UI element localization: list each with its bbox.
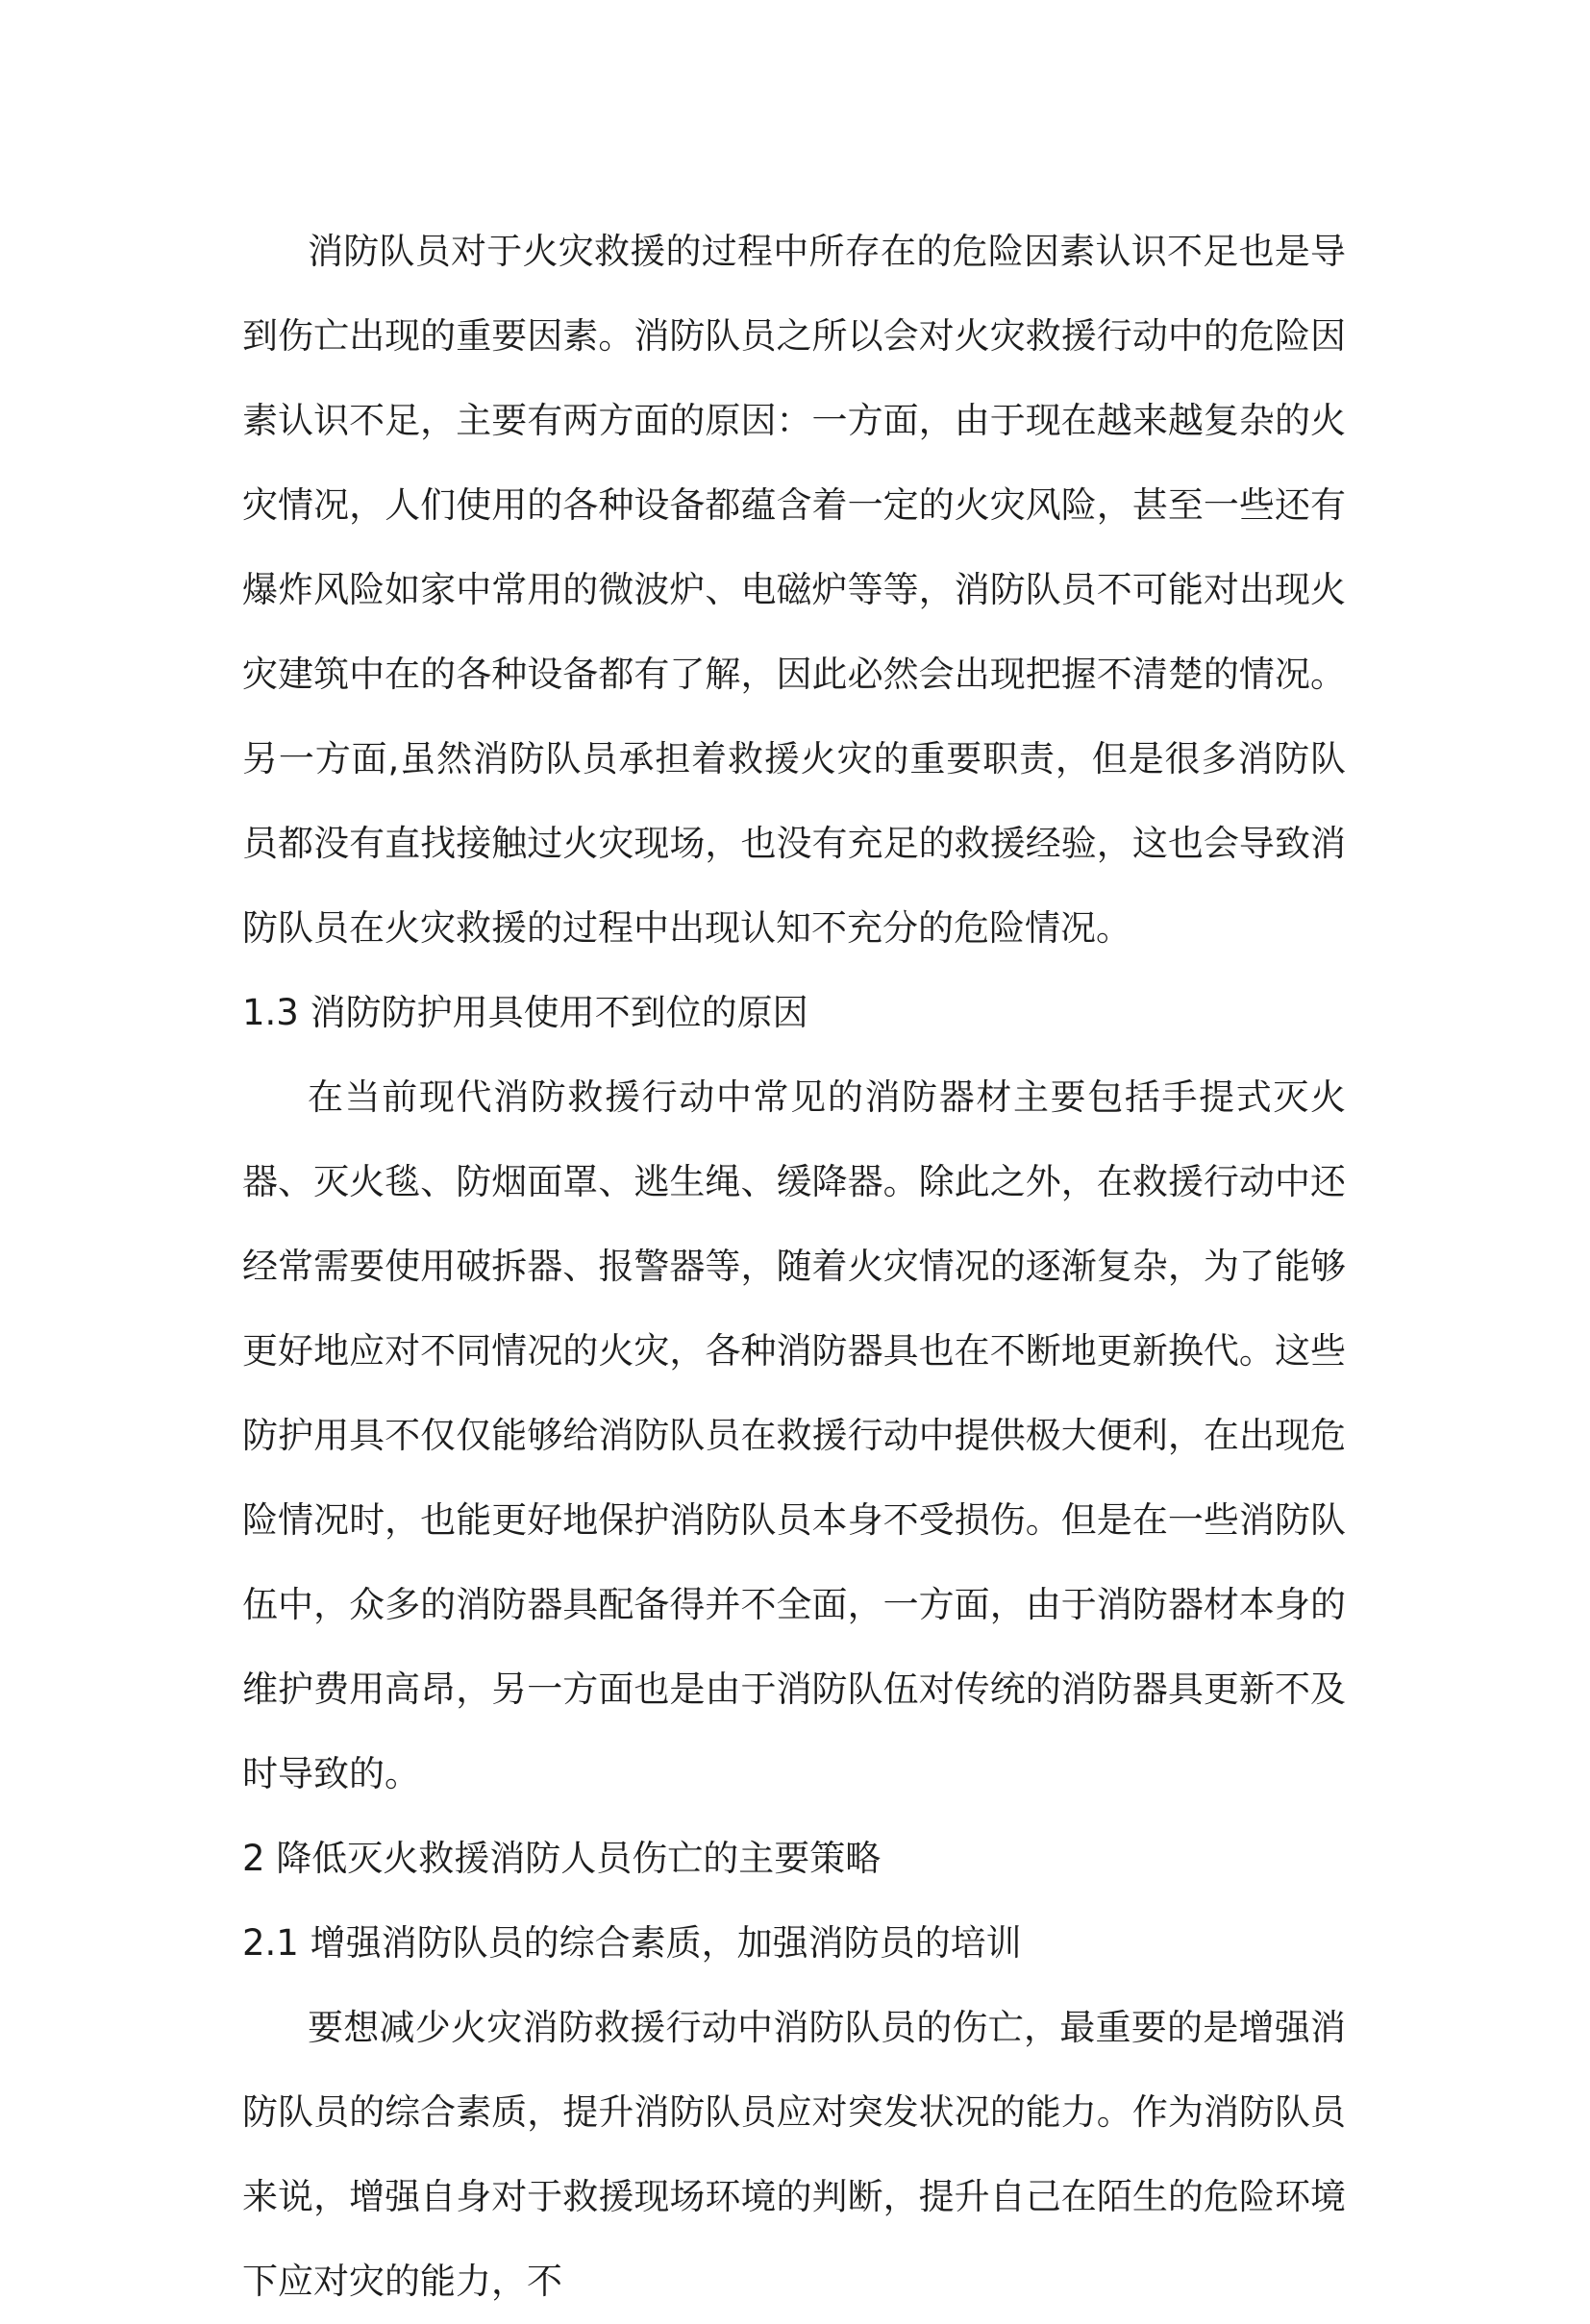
body-paragraph: 消防队员对于火灾救援的过程中所存在的危险因素认识不足也是导到伤亡出现的重要因素。消防队员之所以会对火灾救援行动中的危险因素认识不足，主要有两方面的原因：一方面，由于现在越来越复杂的火灾情况，人们使用的各种设备都蕴含着一定的火灾风险，甚至一些还有爆炸风险如家中常用的微波炉、电磁炉等等，消防队员不可能对出现火灾建筑中在的各种设备都有了解，因此必然会出现把握不清楚的情况。另一方面,虽然消防队员承担着救援火灾的重要职责，但是很多消防队员都没有直找接触过火灾现场，也没有充足的救援经验，这也会导致消防队员在火灾救援的过程中出现认知不充分的危险情况。	[242, 231, 1346, 949]
body-paragraph: 在当前现代消防救援行动中常见的消防器材主要包括手提式灭火器、灭火毯、防烟面罩、逃生绳、缓降器。除此之外，在救援行动中还经常需要使用破拆器、报警器等，随着火灾情况的逐渐复杂，为了能够更好地应对不同情况的火灾，各种消防器具也在不断地更新换代。这些防护用具不仅仅能够给消防队员在救援行动中提供极大便利，在出现危险情况时，也能更好地保护消防队员本身不受损伤。但是在一些消防队伍中，众多的消防器具配备得并不全面，一方面，由于消防器材本身的维护费用高昂，另一方面也是由于消防队伍对传统的消防器具更新不及时导致的。	[242, 1076, 1346, 1794]
body-paragraph: 要想减少火灾消防救援行动中消防队员的伤亡，最重要的是增强消防队员的综合素质，提升消防队员应对突发状况的能力。作为消防队员来说，增强自身对于救援现场环境的判断，提升自己在陌生的危险环境下应对灾的能力，不	[242, 2007, 1346, 2302]
document-page	[242, 210, 1346, 2324]
section-heading: 2 降低灭火救援消防人员伤亡的主要策略	[242, 1838, 882, 1879]
subsection-heading: 2.1 增强消防队员的综合素质，加强消防员的培训	[242, 1922, 1022, 1964]
section-heading: 1.3 消防防护用具使用不到位的原因	[242, 992, 808, 1033]
